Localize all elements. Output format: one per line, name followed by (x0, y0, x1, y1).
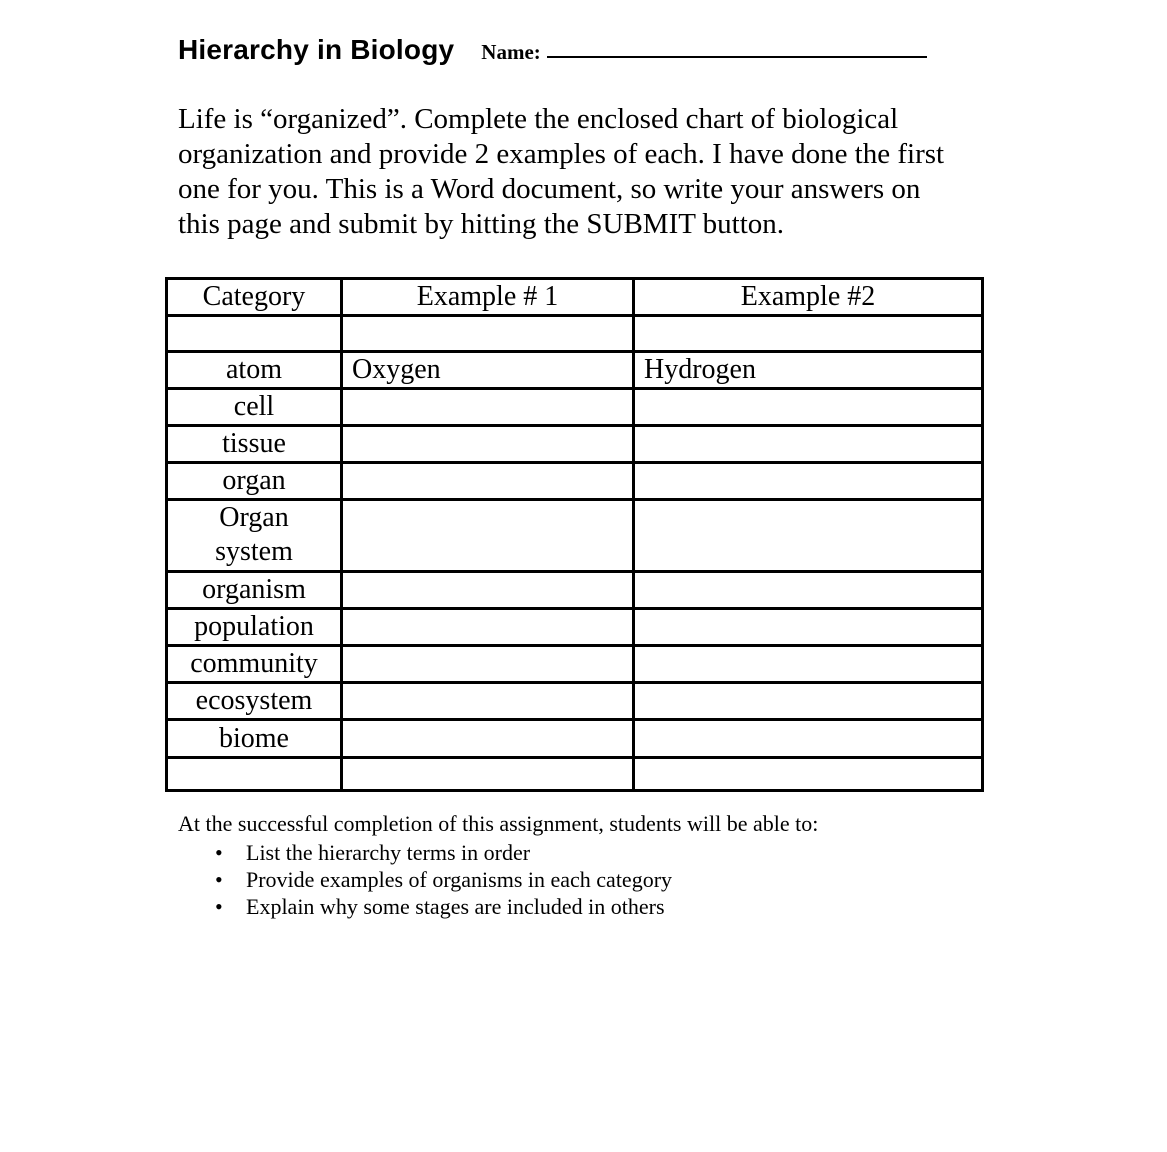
table-row (167, 609, 983, 646)
example-2-cell[interactable] (634, 720, 983, 758)
page-title: Hierarchy in Biology (178, 34, 455, 65)
category-cell: community (167, 646, 342, 683)
column-header-example-2: Example #2 (634, 279, 983, 316)
outcome-text: List the hierarchy terms in order (246, 840, 531, 865)
instructions-line: Life is “organized”. Complete the enclosed chart of biological (178, 103, 899, 135)
table-row (167, 426, 983, 463)
table-row (167, 352, 983, 389)
category-cell: atom (167, 352, 342, 389)
instructions-line: one for you. This is a Word document, so write your answers on (178, 173, 921, 205)
table-row (167, 720, 983, 758)
example-2-cell[interactable] (634, 500, 983, 572)
example-1-cell[interactable] (342, 572, 634, 609)
example-1-cell[interactable] (342, 426, 634, 463)
table-row (167, 683, 983, 720)
table-row (167, 500, 983, 572)
category-cell: biome (167, 720, 342, 758)
example-2-cell[interactable] (634, 426, 983, 463)
example-1-cell[interactable] (342, 683, 634, 720)
category-cell: organism (167, 572, 342, 609)
instructions-line: this page and submit by hitting the SUBMIT button. (178, 208, 785, 240)
example-2-cell[interactable] (634, 316, 983, 352)
column-header-example-1: Example # 1 (342, 279, 634, 316)
category-cell: tissue (167, 426, 342, 463)
hierarchy-chart-table (165, 277, 984, 792)
name-label: Name: (481, 40, 541, 64)
category-cell: ecosystem (167, 683, 342, 720)
example-2-cell[interactable] (634, 463, 983, 500)
learning-outcomes (178, 810, 818, 920)
example-2-cell[interactable] (634, 609, 983, 646)
table-row (167, 316, 983, 352)
table-row (167, 646, 983, 683)
outcomes-lead: At the successful completion of this assignment, students will be able to: (178, 811, 819, 836)
category-cell (167, 758, 342, 791)
example-1-cell[interactable] (342, 389, 634, 426)
example-1-cell[interactable] (342, 720, 634, 758)
example-2-cell[interactable] (634, 758, 983, 791)
table-row (167, 463, 983, 500)
outcome-text: Explain why some stages are included in others (246, 894, 665, 919)
column-header-category: Category (167, 279, 342, 316)
table-row (167, 758, 983, 791)
example-1-cell[interactable] (342, 316, 634, 352)
list-item (178, 893, 818, 920)
table-row (167, 389, 983, 426)
category-cell (167, 500, 342, 572)
instructions-line: organization and provide 2 examples of each. I have done the first (178, 138, 945, 170)
category-line: Organ (219, 502, 289, 533)
bullet-icon: • (215, 867, 223, 892)
category-cell: cell (167, 389, 342, 426)
table-header-row (167, 279, 983, 316)
list-item (178, 866, 818, 893)
instructions-paragraph (178, 102, 1008, 242)
bullet-icon: • (215, 894, 223, 919)
example-2-cell[interactable] (634, 389, 983, 426)
outcomes-list (178, 839, 818, 920)
example-2-cell[interactable] (634, 572, 983, 609)
example-1-cell[interactable] (342, 646, 634, 683)
category-line: system (215, 536, 293, 567)
example-1-cell[interactable] (342, 758, 634, 791)
name-field-line[interactable] (547, 56, 927, 58)
category-cell: population (167, 609, 342, 646)
category-cell: organ (167, 463, 342, 500)
bullet-icon: • (215, 840, 223, 865)
example-1-cell[interactable] (342, 500, 634, 572)
example-2-cell[interactable]: Hydrogen (634, 352, 983, 389)
outcome-text: Provide examples of organisms in each category (246, 867, 673, 892)
table-row (167, 572, 983, 609)
example-1-cell[interactable] (342, 609, 634, 646)
example-2-cell[interactable] (634, 646, 983, 683)
example-2-cell[interactable] (634, 683, 983, 720)
category-cell (167, 316, 342, 352)
title-row (178, 34, 927, 66)
list-item (178, 839, 818, 866)
example-1-cell[interactable] (342, 463, 634, 500)
example-1-cell[interactable]: Oxygen (342, 352, 634, 389)
